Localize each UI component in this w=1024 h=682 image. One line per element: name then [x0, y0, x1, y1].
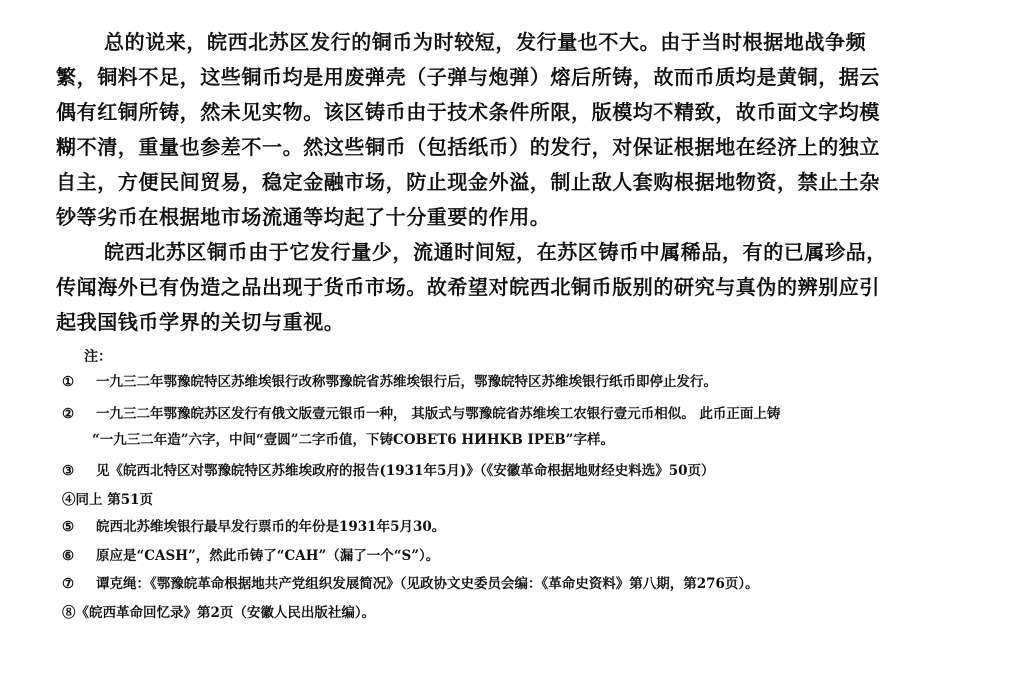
- note-text: 见《皖西北特区对鄂豫皖特区苏维埃政府的报告(1931年5月)》（《安徽革命根据地财经史料选》50页）: [96, 463, 715, 479]
- note-1: [62, 372, 717, 393]
- note-text: 原应是“CASH”，然此币铸了“CAH”（漏了一个“S”）。: [96, 548, 440, 564]
- note-text: 同上 第51页: [75, 492, 153, 508]
- note-number: ⑤: [62, 519, 75, 535]
- note-number: ①: [62, 374, 75, 390]
- paragraph-2-line-2: 传闻海外已有伪造之品出现于货币市场。故希望对皖西北铜币版别的研究与真伪的辨别应引: [56, 275, 880, 299]
- paragraph-1-line-1: 总的说来，皖西北苏区发行的铜币为时较短，发行量也不大。由于当时根据地战争频: [104, 30, 867, 54]
- note-3: [62, 461, 715, 482]
- note-8: [62, 603, 375, 624]
- note-text: 《皖西革命回忆录》第2页（安徽人民出版社编）。: [75, 605, 376, 621]
- note-text: 谭克绳：《鄂豫皖革命根据地共产党组织发展简况》（见政协文史委员会编：《革命史资料》第八期，第276页）。: [96, 576, 759, 592]
- note-number: ⑦: [62, 576, 75, 592]
- note-number: ⑧: [62, 605, 76, 621]
- note-text: 一九三二年鄂豫皖苏区发行有俄文版壹元银币一种， 其版式与鄂豫皖省苏维埃工农银行壹元币相似。 此币正面上铸: [96, 406, 781, 422]
- note-number: ②: [62, 406, 75, 422]
- note-number: ④: [62, 492, 76, 508]
- note-6: [62, 546, 439, 567]
- paragraph-1-line-5: 自主，方便民间贸易，稳定金融市场，防止现金外溢，制止敌人套购根据地物资，禁止土杂: [56, 170, 880, 194]
- paragraph-1-line-2: 繁，铜料不足，这些铜币均是用废弹壳（子弹与炮弹）熔后所铸，故而币质均是黄铜，据云: [56, 65, 880, 89]
- note-7: [62, 574, 759, 595]
- paragraph-2-line-1: 皖西北苏区铜币由于它发行量少，流通时间短，在苏区铸币中属稀品，有的已属珍品，: [104, 240, 887, 264]
- note-4: [62, 490, 153, 511]
- paragraph-1-line-4: 糊不清，重量也参差不一。然这些铜币（包括纸币）的发行，对保证根据地在经济上的独立: [56, 135, 880, 159]
- note-number: ③: [62, 463, 75, 479]
- note-2: [62, 404, 780, 425]
- paragraph-1-line-6: 钞等劣币在根据地市场流通等均起了十分重要的作用。: [56, 205, 551, 229]
- note-5: [62, 517, 445, 538]
- paragraph-2-line-3: 起我国钱币学界的关切与重视。: [56, 310, 345, 334]
- note-2-line-2: “一九三二年造”六字，中间“壹圆”二字币值，下铸COBET6 HИHKB IPEB”字样。: [92, 432, 614, 448]
- note-text: 皖西北苏维埃银行最早发行票币的年份是1931年5月30。: [96, 519, 446, 535]
- paragraph-1-line-3: 偶有红铜所铸，然未见实物。该区铸币由于技术条件所限，版模均不精致，故币面文字均模: [56, 100, 880, 124]
- note-number: ⑥: [62, 548, 75, 564]
- notes-title: 注：: [84, 349, 112, 365]
- note-text: 一九三二年鄂豫皖特区苏维埃银行改称鄂豫皖省苏维埃银行后，鄂豫皖特区苏维埃银行纸币即停止发行。: [96, 374, 717, 390]
